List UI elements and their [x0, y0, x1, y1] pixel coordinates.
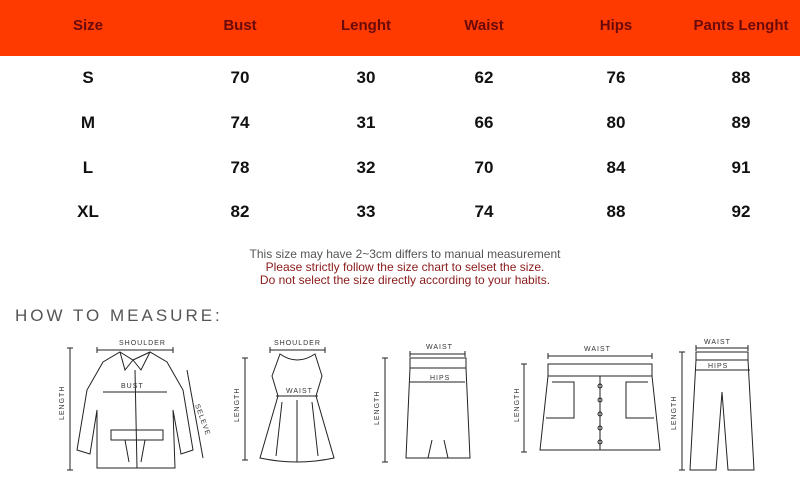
note-do-not-select-by-habit: Do not select the size directly according to your habits.	[259, 273, 551, 287]
sleeve-label: SELEVE	[193, 403, 212, 437]
skirt-diagram	[370, 330, 480, 470]
denim-skirt-diagram	[512, 330, 662, 470]
length-cell: 31	[356, 113, 376, 132]
size-table-header	[0, 0, 800, 56]
waist-cell: 74	[474, 202, 494, 221]
waist-label: WAIST	[286, 388, 313, 395]
bust-cell: 70	[230, 68, 250, 87]
bust-label: BUST	[121, 383, 144, 390]
size-cell: M	[80, 113, 96, 132]
bust-cell: 74	[230, 113, 250, 132]
pants-length-cell: 89	[731, 113, 751, 132]
size-notes	[0, 248, 810, 287]
dress-diagram	[230, 330, 340, 470]
waist-label: WAIST	[704, 339, 731, 346]
note-follow-chart: Please strictly follow the size chart to selset the size.	[265, 260, 545, 274]
header-bust: Bust	[223, 17, 257, 34]
length-label: LENGTH	[59, 385, 66, 420]
hips-cell: 80	[606, 113, 626, 132]
how-to-measure-title: HOW TO MEASURE:	[15, 306, 223, 325]
pants-length-cell: 92	[731, 202, 751, 221]
pants-diagram	[672, 330, 782, 475]
note-measurement-difference: This size may have 2~3cm differs to manual measurement	[249, 247, 561, 261]
pants-length-cell: 88	[731, 68, 751, 87]
length-cell: 30	[356, 68, 376, 87]
shoulder-label: SHOULDER	[274, 340, 321, 347]
hips-cell: 84	[606, 158, 626, 177]
size-cell: L	[82, 158, 94, 177]
hips-label: HIPS	[430, 375, 451, 382]
table-row	[0, 56, 800, 100]
header-hips: Hips	[599, 17, 633, 34]
length-label: LENGTH	[671, 395, 678, 430]
size-cell: S	[82, 68, 94, 87]
table-row	[0, 146, 800, 190]
size-cell: XL	[77, 202, 99, 221]
waist-cell: 62	[474, 68, 494, 87]
length-label: LENGTH	[374, 390, 381, 425]
pants-length-cell: 91	[731, 158, 751, 177]
bust-cell: 78	[230, 158, 250, 177]
length-label: LENGTH	[234, 387, 241, 422]
waist-label: WAIST	[426, 344, 453, 351]
table-row	[0, 190, 800, 234]
hips-label: HIPS	[708, 363, 729, 370]
header-waist: Waist	[464, 17, 504, 34]
header-size: Size	[72, 17, 103, 34]
table-row	[0, 101, 800, 145]
waist-cell: 66	[474, 113, 494, 132]
header-length: Lenght	[341, 17, 391, 34]
length-cell: 32	[356, 158, 376, 177]
waist-cell: 70	[474, 158, 494, 177]
bust-cell: 82	[230, 202, 250, 221]
hips-cell: 76	[606, 68, 626, 87]
header-pants-length: Pants Lenght	[693, 17, 789, 34]
length-cell: 33	[356, 202, 376, 221]
shoulder-label: SHOULDER	[119, 340, 166, 347]
waist-label: WAIST	[584, 346, 611, 353]
jacket-diagram	[55, 330, 215, 475]
length-label: LENGTH	[514, 387, 521, 422]
hips-cell: 88	[606, 202, 626, 221]
